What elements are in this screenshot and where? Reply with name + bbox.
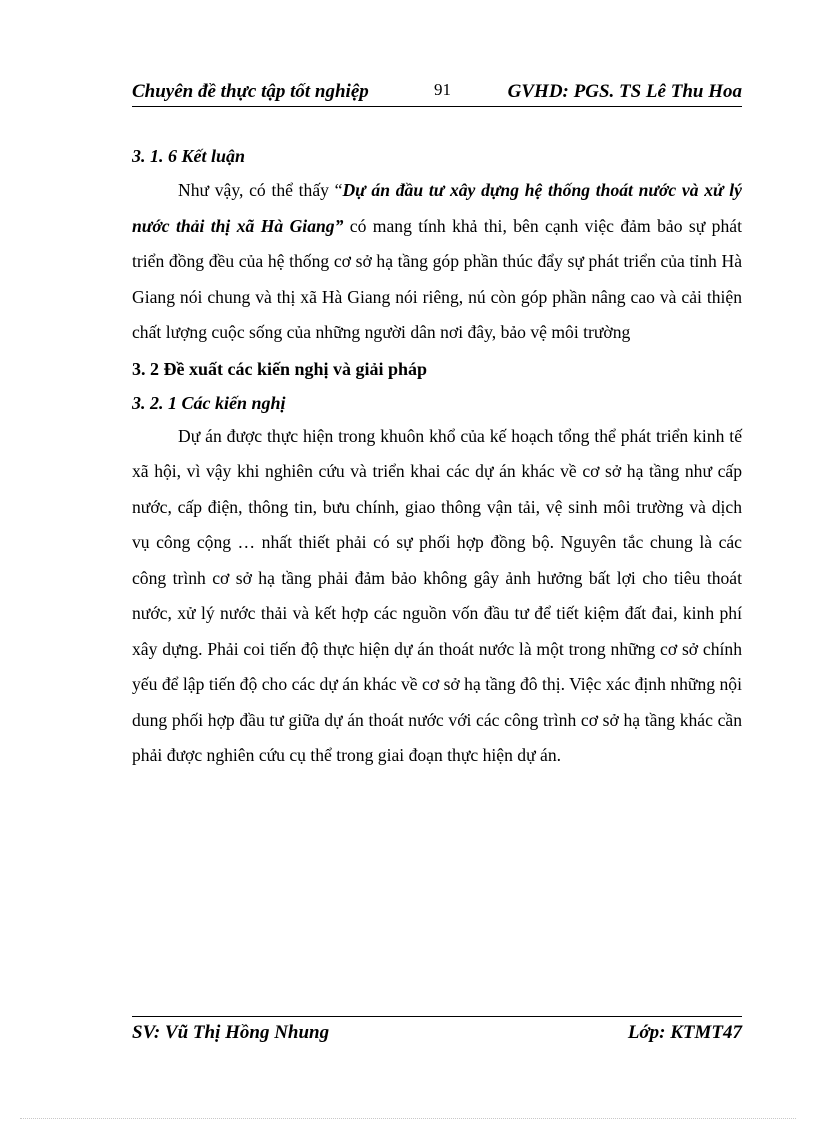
header-advisor: GVHD: PGS. TS Lê Thu Hoa	[507, 81, 742, 102]
page-content	[132, 142, 742, 774]
footer-class: Lớp: KTMT47	[627, 1022, 742, 1043]
heading-3-1-6: 3. 1. 6 Kết luận	[132, 146, 246, 166]
page-footer	[132, 1016, 742, 1051]
footer-student: SV: Vũ Thị Hồng Nhung	[132, 1022, 330, 1043]
page-bottom-dotted-border	[20, 1118, 796, 1119]
heading-3-2: 3. 2 Đề xuất các kiến nghị và giải pháp	[132, 358, 428, 379]
conclusion-text-start: Như vậy, có thể thấy “	[178, 180, 343, 200]
heading-3-2-1: 3. 2. 1 Các kiến nghị	[132, 392, 286, 413]
page-header	[132, 80, 742, 107]
conclusion-text-end: có mang tính khả thi, bên cạnh việc đảm bảo sự phát triển đồng đều của hệ thống cơ sở hạ tầng góp phần thúc đẩy sự phát triển của tỉnh Hà Giang nói chung và thị xã Hà Giang nói riêng, nú còn góp phần nâng cao và cải thiện chất lượng cuộc sống của những người dân nơi đây, bảo vệ môi trường	[132, 215, 742, 342]
page-number: 91	[434, 80, 451, 99]
paragraph-conclusion	[132, 173, 742, 351]
project-name-emphasis: Dự án đầu tư xây dựng hệ thống thoát nước và xử lý nước thải thị xã Hà Giang”	[132, 180, 742, 236]
paragraph-recommendations: Dự án được thực hiện trong khuôn khổ của kế hoạch tổng thể phát triển kinh tế xã hội, vì vậy khi nghiên cứu và triển khai các dự án khác về cơ sở hạ tầng như cấp nước, cấp điện, thông tin, bưu chính, giao thông vận tải, vệ sinh môi trường và dịch vụ công cộng … nhất thiết phải có sự phối hợp đồng bộ. Nguyên tắc chung là các công trình cơ sở hạ tầng phải đảm bảo không gây ảnh hưởng bất lợi cho tiêu thoát nước, xử lý nước thải và kết hợp các nguồn vốn đầu tư để tiết kiệm đất đai, kinh phí xây dựng. Phải coi tiến độ thực hiện dự án thoát nước là một trong những cơ sở chính yếu để lập tiến độ cho các dự án khác về cơ sở hạ tầng đô thị. Việc xác định những nội dung phối hợp đầu tư giữa dự án thoát nước với các công trình cơ sở hạ tầng khác cần phải được nghiên cứu cụ thể trong giai đoạn thực hiện dự án.	[132, 425, 742, 765]
header-thesis-title: Chuyên đề thực tập tốt nghiệp	[132, 81, 369, 102]
